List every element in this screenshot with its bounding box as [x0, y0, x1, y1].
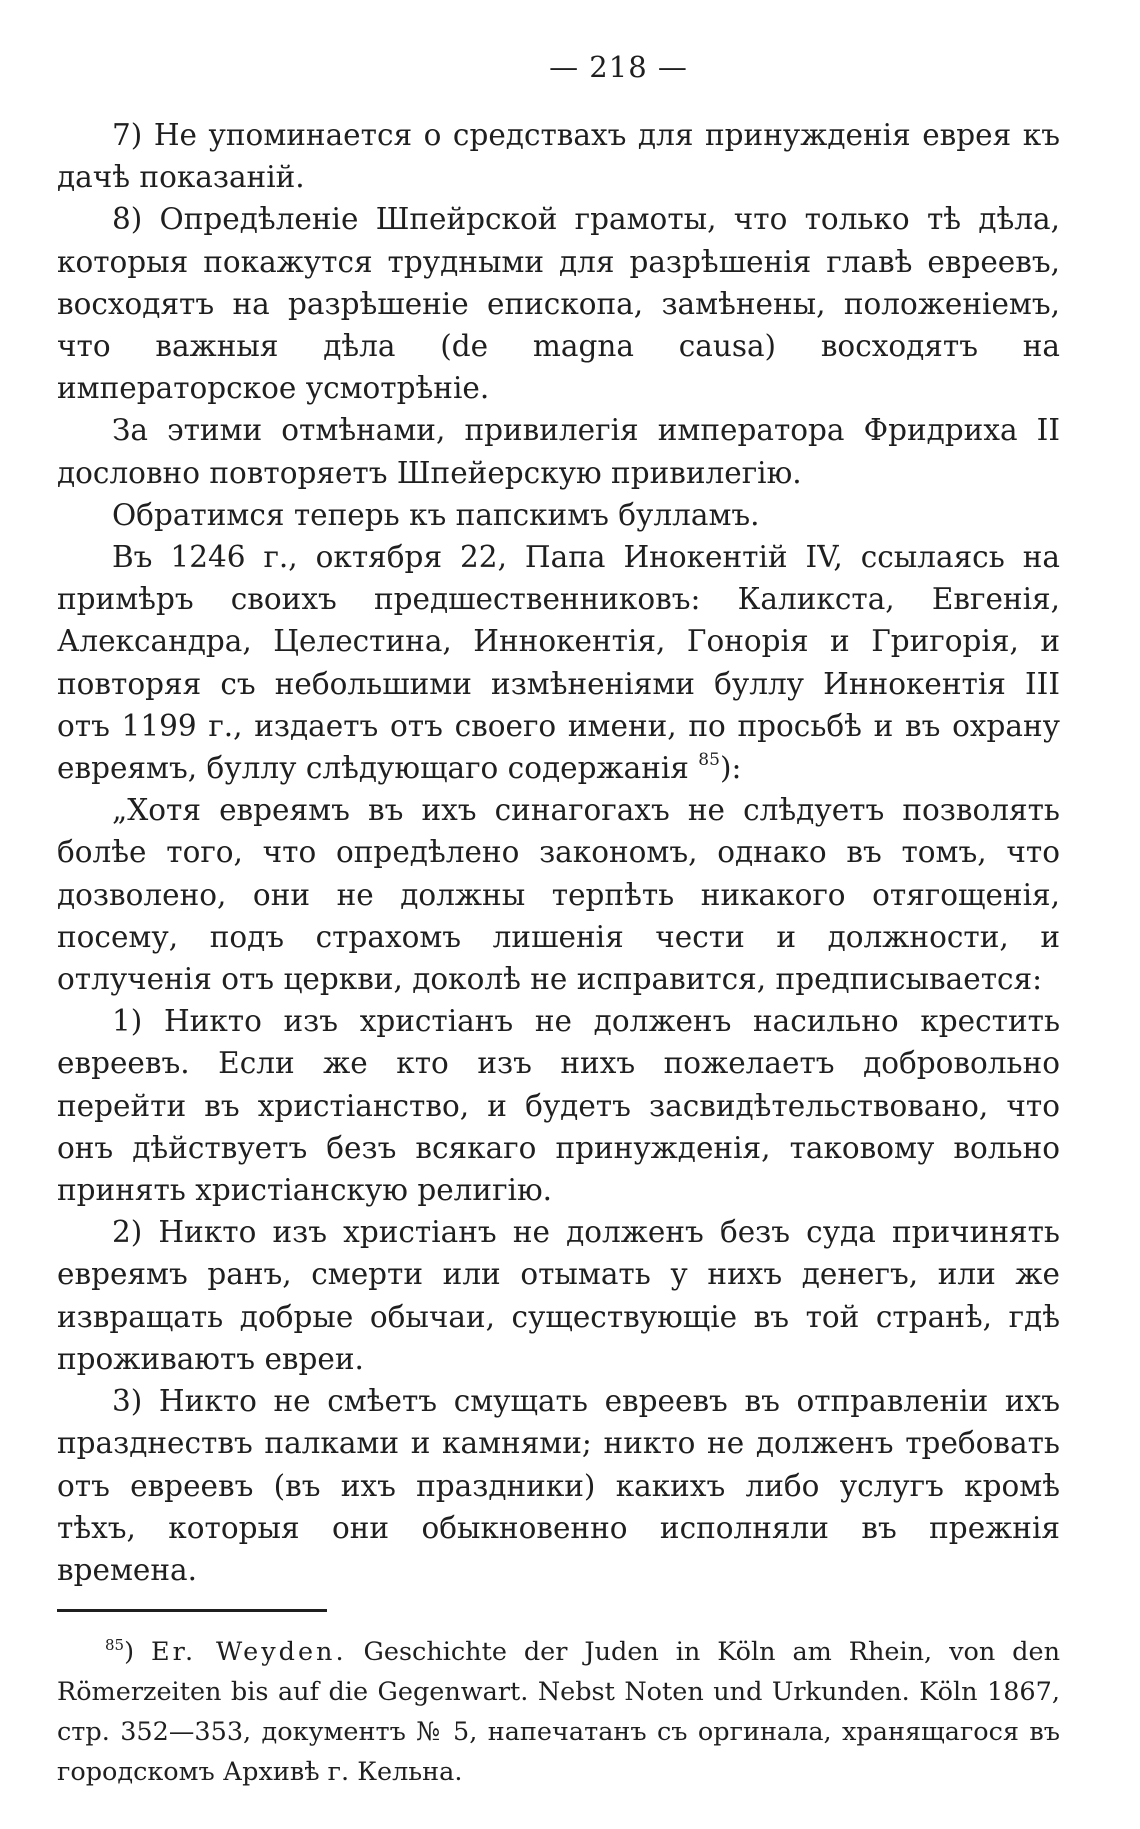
paragraph-papal-bulls: Обратимся теперь къ папскимъ булламъ.: [112, 497, 760, 532]
footnote-close: ): [124, 1637, 135, 1668]
paragraph-innocent-iv: [57, 536, 1060, 789]
main-text: [57, 114, 1060, 1591]
footnote-number: 85: [105, 1636, 125, 1655]
page-number: — 218 —: [549, 50, 688, 84]
footnote-text: Geschichte der Juden in Köln am Rhein, von den Römerzeiten bis auf die Gegenwart. Nebst Noten und Urkunden. Köln 1867, стр. 352—353, документъ № 5, напечатанъ съ оргинала, хранящагося въ городскомъ Архивѣ г. Кельна.: [57, 1637, 1060, 1788]
paragraph-bull-item-1: 1) Никто изъ христіанъ не долженъ насильно крестить евреевъ. Если же кто изъ нихъ пожелаетъ добровольно перейти въ христіанство, и будетъ засвидѣтельствовано, что онъ дѣйствуетъ безъ всякаго принужденія, таковому вольно принять христіанскую религію.: [57, 1004, 1060, 1208]
paragraph-frederick-privilege: За этими отмѣнами, привилегія императора Фридриха II дословно повторяетъ Шпейерскую привилегію.: [57, 413, 1060, 490]
paragraph-7: 7) Не упоминается о средствахъ для принужденія еврея къ дачѣ показаній.: [57, 118, 1060, 195]
footnote-divider: [57, 1609, 327, 1612]
paragraph-innocent-iv-tail: ):: [719, 751, 742, 786]
paragraph-8: 8) Опредѣленіе Шпейрской грамоты, что только тѣ дѣла, которыя покажутся трудными для разрѣшенія главѣ евреевъ, восходятъ на разрѣшеніе епископа, замѣнены, положеніемъ, что важныя дѣла (de magna causa) восходятъ на императорское усмотрѣніе.: [57, 202, 1060, 406]
paragraph-innocent-iv-text: Въ 1246 г., октября 22, Папа Инокентій IV, ссылаясь на примѣръ своихъ предшественниковъ: Каликста, Евгенія, Александра, Целестина, Иннокентія, Гонорія и Григорія, и повторяя съ небольшими измѣненіями буллу Иннокентія III отъ 1199 г., издаетъ отъ своего имени, по просьбѣ и въ охрану евреямъ, буллу слѣдующаго содержанія: [57, 540, 1060, 786]
footnote-85: [57, 1632, 1060, 1792]
paragraph-bull-intro: „Хотя евреямъ въ ихъ синагогахъ не слѣдуетъ позволять болѣе того, что опредѣлено закономъ, однако въ томъ, что дозволено, они не должны терпѣть никакого отягощенія, посему, подъ страхомъ лишенія чести и должности, и отлученія отъ церкви, доколѣ не исправится, предписывается:: [57, 793, 1060, 997]
footnotes: [57, 1632, 1060, 1792]
footnote-author: Er. Weyden.: [150, 1637, 347, 1668]
footnote-ref-85[interactable]: 85: [698, 750, 720, 771]
paragraph-bull-item-3: 3) Никто не смѣетъ смущать евреевъ въ отправленіи ихъ празднествъ палками и камнями; никто не долженъ требовать отъ евреевъ (въ ихъ праздники) какихъ либо услугъ кромѣ тѣхъ, которыя они обыкновенно исполняли въ прежнія времена.: [57, 1384, 1060, 1587]
paragraph-bull-item-2: 2) Никто изъ христіанъ не долженъ безъ суда причинять евреямъ ранъ, смерти или отымать у нихъ денегъ, или же извращать добрые обычаи, существующіе въ той странѣ, гдѣ проживаютъ евреи.: [57, 1215, 1060, 1376]
